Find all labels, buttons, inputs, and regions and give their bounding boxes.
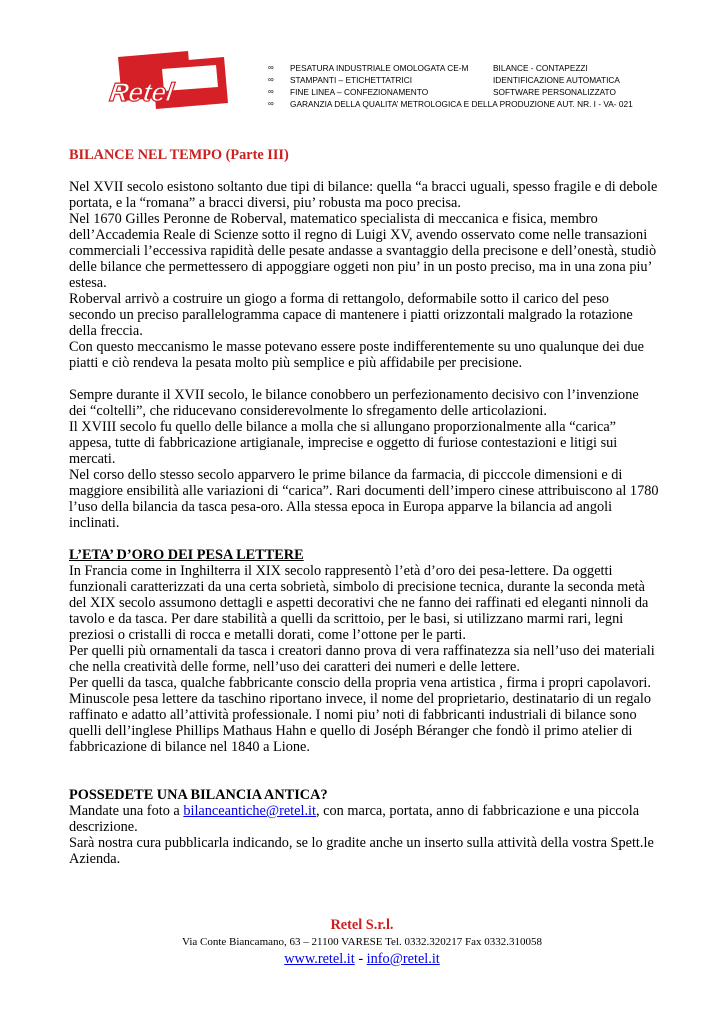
paragraph: In Francia come in Inghilterra il XIX secolo rappresentò l’età d’oro dei pesa-lettere. Da oggetti funzionali caratterizzati da una certa sobrietà, simbolo di precisione tecnica, durante la seconda metà del XIX secolo assumono dettagli e aspetti decorativi che ne fanno dei raffinati ed eleganti ninnoli da tavolo e da tasca. Per dare stabilità a quelli da scrittoio, per le basi, si utilizzano marmi rari, legni preziosi o cristalli di rocca e metalli dorati, come l’ottone per le parti. xyxy=(69,563,649,643)
logo-text: Retel xyxy=(107,77,176,107)
footer xyxy=(0,917,724,968)
info-email-link[interactable]: info@retel.it xyxy=(366,951,440,967)
header-row-left: PESATURA INDUSTRIALE OMOLOGATA CE-M xyxy=(290,63,469,73)
contact-text-after: , con marca, portata, anno di fabbricazione e una piccola descrizione. xyxy=(69,803,640,835)
paragraph: Nel corso dello stesso secolo apparvero le prime bilance da farmacia, di picccole dimensioni e di maggiore ensibilità alle variazioni di “carica”. Rari documenti dell’impero cinese attribuiscono al 1780 l’uso della bilancia da tasca pesa-oro. Alla stessa epoca in Europa apparve la bilancia ad angoli inclinati. xyxy=(69,467,659,531)
infinity-bullet-icon: ∞ xyxy=(268,99,274,108)
header-row xyxy=(268,86,708,98)
bilanceantiche-email-link[interactable]: bilanceantiche@retel.it xyxy=(183,803,316,819)
paragraph: Minuscole pesa lettere da taschino riportano invece, il nome del proprietario, destinatario di un regalo raffinato e adatto all’attività professionale. I nomi piu’ noti di fabbricanti industriali di bilance sono quelli dell’inglese Phillips Mathaus Hahn e quello di Joséph Béranger che fondò il primo atelier di fabbricazione di bilance nel 1840 a Lione. xyxy=(69,691,652,755)
paragraph: Nel XVII secolo esistono soltanto due tipi di bilance: quella “a bracci uguali, spesso fragile e di debole portata, e la “romana” a bracci diversi, piu’ robusta ma poco precisa. xyxy=(69,179,658,211)
paragraph: Per quelli da tasca, qualche fabbricante conscio della propria vena artistica , firma i propri capolavori. xyxy=(69,675,651,691)
header-row-left: STAMPANTI – ETICHETTATRICI xyxy=(290,75,412,85)
footer-links xyxy=(0,950,724,968)
header-row-right: SOFTWARE PERSONALIZZATO xyxy=(493,87,616,97)
article-body xyxy=(69,147,659,867)
paragraph: Il XVIII secolo fu quello delle bilance a molla che si allungano proporzionalmente alla “carica” appesa, tutte di fabbricazione artigianale, imprecise e oggetto di furiose contestazioni e litigi sui mercati. xyxy=(69,419,618,467)
paragraph: Sempre durante il XVII secolo, le bilance conobbero un perfezionamento decisivo con l’invenzione dei “coltelli”, che riducevano considerevolmente lo sfregamento delle articolazioni. xyxy=(69,387,639,419)
header-row-left: GARANZIA DELLA QUALITA’ METROLOGICA E DELLA PRODUZIONE AUT. NR. I - VA- 021 xyxy=(290,99,633,109)
paragraph: Nel 1670 Gilles Peronne de Roberval, matematico specialista di meccanica e fisica, membro dell’Accademia Reale di Scienze sotto il regno di Luigi XV, avendo osservato come nelle transazioni commerciali l’eccessiva rapidità delle pesate andasse a svantaggio della precisone e dell’onestà, studiò delle bilance che permettessero di appoggiare oggeti non piu’ in un posto preciso, ma in una zona piu’ estesa. xyxy=(69,211,657,291)
header-services-list xyxy=(268,62,708,110)
paragraph: Per quelli più ornamentali da tasca i creatori danno prova di vera raffinatezza sia nell’uso dei materiali che nella creatività delle forme, nell’uso dei caratteri dei numeri e delle lettere. xyxy=(69,643,655,675)
header-row xyxy=(268,62,708,74)
footer-address: Via Conte Biancamano, 63 – 21100 VARESE Tel. 0332.320217 Fax 0332.310058 xyxy=(182,936,542,948)
paragraph-contact xyxy=(69,803,659,835)
contact-text-before: Mandate una foto a xyxy=(69,803,184,819)
paragraph: Con questo meccanismo le masse potevano essere poste indifferentemente su uno qualunque dei due piatti e ciò rendeva la pesata molto più semplice e più affidabile per precisione. xyxy=(69,339,645,371)
paragraph: Sarà nostra cura pubblicarla indicando, se lo gradite anche un inserto sulla attività della vostra Spett.le Azienda. xyxy=(69,835,654,867)
footer-company: Retel S.r.l. xyxy=(330,917,394,933)
retel-logo xyxy=(106,49,246,113)
infinity-bullet-icon: ∞ xyxy=(268,75,274,84)
header-row xyxy=(268,98,708,110)
section-heading-pesa-lettere: L’ETA’ D’ORO DEI PESA LETTERE xyxy=(69,547,304,563)
header-row xyxy=(268,74,708,86)
infinity-bullet-icon: ∞ xyxy=(268,87,274,96)
website-link[interactable]: www.retel.it xyxy=(284,951,355,967)
header-row-right: IDENTIFICAZIONE AUTOMATICA xyxy=(493,75,620,85)
article-title: BILANCE NEL TEMPO (Parte III) xyxy=(69,147,289,163)
infinity-bullet-icon: ∞ xyxy=(268,63,274,72)
footer-link-separator: - xyxy=(354,951,367,967)
header-row-right: BILANCE - CONTAPEZZI xyxy=(493,63,588,73)
paragraph: Roberval arrivò a costruire un giogo a forma di rettangolo, deformabile sotto il carico del peso secondo un preciso parallelogramma capace di mantenere i piatti orizzontali malgrado la rotazione della freccia. xyxy=(69,291,633,339)
header-row-left: FINE LINEA – CONFEZIONAMENTO xyxy=(290,87,429,97)
section-heading-bilancia-antica: POSSEDETE UNA BILANCIA ANTICA? xyxy=(69,787,328,803)
